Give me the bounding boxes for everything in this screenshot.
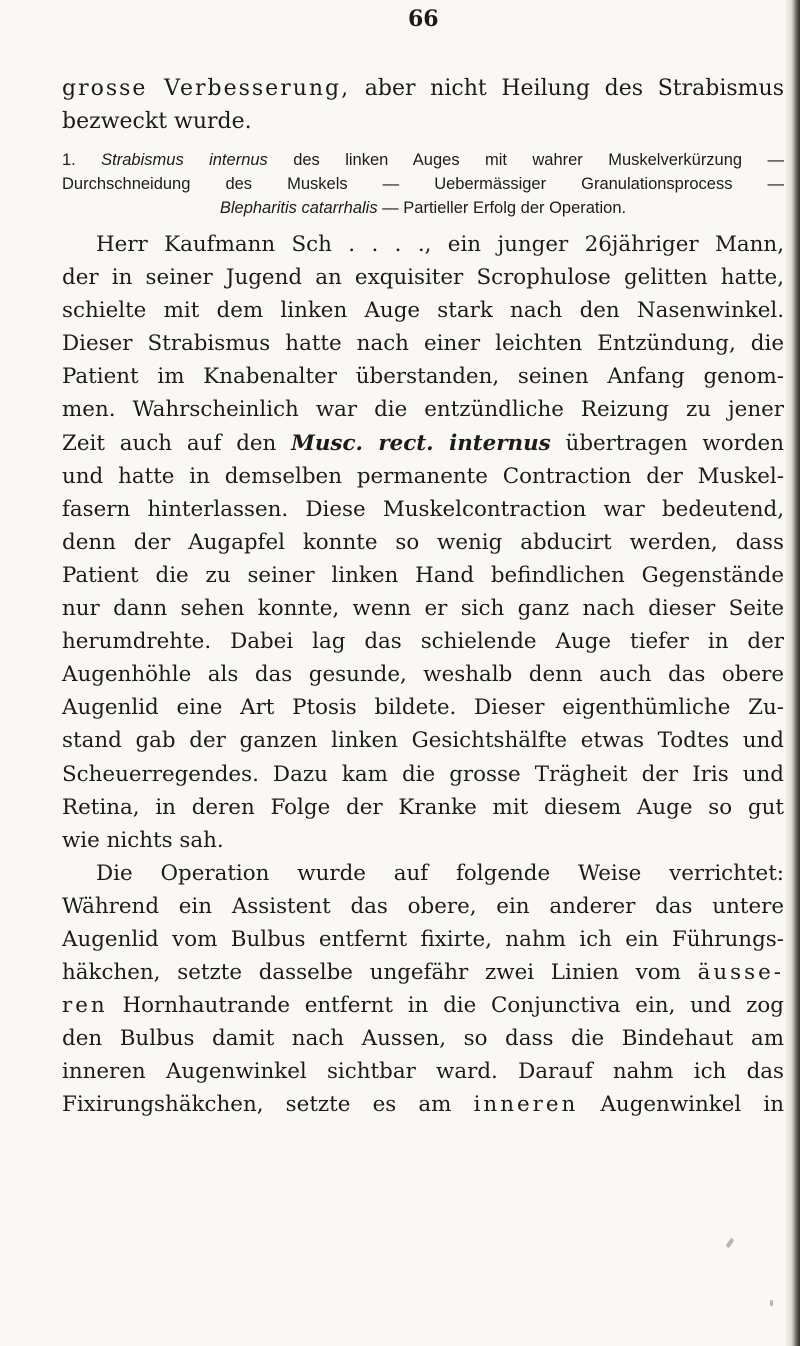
- paragraph-1-line: Herr Kaufmann Sch . . . ., ein junger 26jähriger Mann,: [96, 232, 784, 257]
- paragraph-2: [62, 857, 784, 1122]
- paper-speck: [770, 1300, 773, 1306]
- paragraph-1-line: [62, 427, 784, 460]
- paragraph-1-line-part: Zeit auch auf den: [62, 430, 292, 456]
- paragraph-2-line: Augenlid vom Bulbus entfernt fixirte, nahm ich ein Führungs-: [62, 926, 784, 952]
- case-heading-line-2: Durchschneidung des Muskels — Uebermässiger Granulationsprocess —: [62, 175, 784, 193]
- case-heading-line-1: [62, 148, 784, 172]
- paragraph-2-line: Die Operation wurde auf folgende Weise verrichtet:: [96, 860, 784, 886]
- paragraph-2-line-part: Hornhautrande entfernt in die Conjunctiva ein, und zog: [107, 993, 784, 1019]
- paragraph-1-line: der in seiner Jugend an exquisiter Scrophulose gelitten hatte,: [62, 265, 784, 291]
- paragraph-1-line: wie nichts sah.: [62, 827, 224, 853]
- intro-spaced-phrase: grosse Verbesserung,: [62, 76, 351, 101]
- paragraph-2-line-part: häkchen, setzte dasselbe ungefähr zwei Linien vom: [62, 960, 698, 986]
- paper-speck: [725, 1238, 734, 1248]
- intro-line-2: bezweckt wurde.: [62, 109, 252, 134]
- paragraph-1-line: nur dann sehen konnte, wenn er sich ganz nach dieser Seite: [62, 596, 784, 622]
- paragraph-1-line: Dieser Strabismus hatte nach einer leichten Entzündung, die: [62, 331, 784, 357]
- paragraph-1-line: men. Wahrscheinlich war die entzündliche Reizung zu jener: [62, 397, 784, 423]
- case-heading: [62, 148, 784, 220]
- paragraph-1: [62, 228, 784, 857]
- case-heading-italic-2: Blepharitis catarrhalis: [219, 199, 378, 217]
- intro-text: [62, 72, 784, 138]
- case-heading-line-3: [62, 196, 784, 220]
- paragraph-1-line: Patient im Knabenalter überstanden, seinen Anfang genom-: [62, 364, 784, 390]
- muscle-name-italic: Musc. rect. internus: [291, 430, 551, 456]
- text-block: [62, 72, 784, 1122]
- paragraph-2-line: [62, 989, 784, 1022]
- paragraph-1-line: stand gab der ganzen linken Gesichtshälfte etwas Todtes und: [62, 728, 784, 754]
- paragraph-1-line-part: übertragen worden: [550, 430, 784, 456]
- spaced-word: inneren: [473, 1092, 579, 1118]
- paragraph-1-line: fasern hinterlassen. Diese Muskelcontraction war bedeutend,: [62, 496, 784, 522]
- paragraph-1-line: Retina, in deren Folge der Kranke mit diesem Auge so gut: [62, 794, 784, 820]
- case-heading-line-1-rest: des linken Auges mit wahrer Muskelverkürzung —: [267, 151, 784, 169]
- paragraph-1-line: schielte mit dem linken Auge stark nach den Nasenwinkel.: [62, 298, 784, 324]
- paragraph-2-line: den Bulbus damit nach Aussen, so dass die Bindehaut am: [62, 1026, 784, 1052]
- paragraph-2-line-part: Fixirungshäkchen, setzte es am: [62, 1092, 474, 1118]
- paragraph-1-line: denn der Augapfel konnte so wenig abducirt werden, dass: [62, 529, 784, 555]
- spaced-word: ren: [62, 993, 108, 1019]
- paragraph-1-line: herumdrehte. Dabei lag das schielende Auge tiefer in der: [62, 629, 784, 655]
- page-edge-shadow: [786, 0, 800, 1346]
- paragraph-1-line: und hatte in demselben permanente Contraction der Muskel-: [62, 463, 784, 489]
- paragraph-1-line: Augenlid eine Art Ptosis bildete. Dieser eigenthümliche Zu-: [62, 695, 784, 721]
- case-diagnosis-italic: Strabismus internus: [101, 151, 268, 169]
- paragraph-1-line: Patient die zu seiner linken Hand befindlichen Gegenstände: [62, 562, 784, 588]
- paragraph-2-line-part: Augenwinkel in: [578, 1092, 784, 1118]
- paragraph-1-line: Augenhöhle als das gesunde, weshalb denn auch das obere: [62, 662, 784, 688]
- intro-line-1-rest: aber nicht Heilung des Strabismus: [350, 76, 784, 101]
- paragraph-1-line: Scheuerregendes. Dazu kam die grosse Trägheit der Iris und: [62, 761, 784, 787]
- case-number: 1.: [62, 151, 102, 169]
- paragraph-2-line: inneren Augenwinkel sichtbar ward. Darauf nahm ich das: [62, 1059, 784, 1085]
- page-number: 66: [408, 6, 439, 32]
- paragraph-2-line: [62, 1088, 784, 1121]
- case-heading-line-3-rest: — Partieller Erfolg der Operation.: [377, 199, 627, 217]
- paragraph-2-line: Während ein Assistent das obere, ein anderer das untere: [62, 893, 784, 919]
- intro-line-1: [62, 72, 784, 105]
- spaced-word: äusse-: [697, 960, 784, 986]
- paragraph-2-line: [62, 956, 784, 989]
